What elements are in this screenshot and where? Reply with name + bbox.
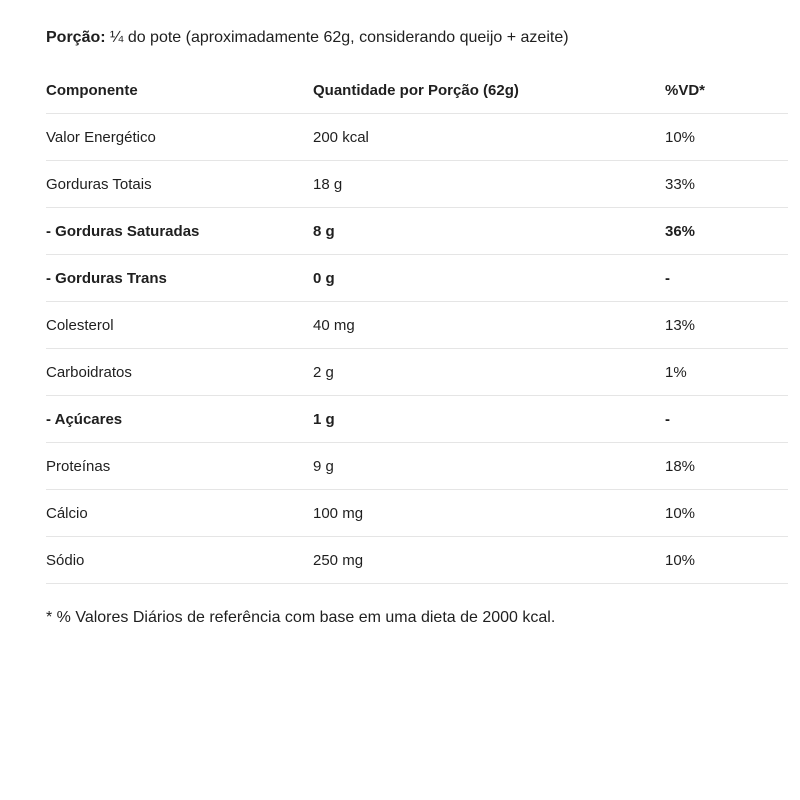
table-row (46, 114, 788, 161)
cell-component: Colesterol (46, 302, 313, 349)
cell-component: Gorduras Totais (46, 161, 313, 208)
cell-amount: 8 g (313, 208, 665, 255)
cell-component: - Açúcares (46, 396, 313, 443)
cell-dv: 33% (665, 161, 788, 208)
cell-amount: 2 g (313, 349, 665, 396)
cell-component: Sódio (46, 537, 313, 584)
cell-dv: 18% (665, 443, 788, 490)
cell-component: - Gorduras Trans (46, 255, 313, 302)
cell-dv: 1% (665, 349, 788, 396)
cell-amount: 250 mg (313, 537, 665, 584)
header-amount: Quantidade por Porção (62g) (313, 67, 665, 114)
cell-dv: 10% (665, 490, 788, 537)
cell-amount: 100 mg (313, 490, 665, 537)
cell-dv: - (665, 255, 788, 302)
nutrition-table (46, 67, 788, 584)
cell-amount: 200 kcal (313, 114, 665, 161)
table-row (46, 396, 788, 443)
portion-line (46, 27, 569, 49)
table-row (46, 208, 788, 255)
cell-amount: 1 g (313, 396, 665, 443)
cell-dv: 10% (665, 114, 788, 161)
table-row (46, 255, 788, 302)
table-row (46, 490, 788, 537)
cell-dv: 36% (665, 208, 788, 255)
cell-component: Valor Energético (46, 114, 313, 161)
cell-component: Proteínas (46, 443, 313, 490)
footnote: * % Valores Diários de referência com base em uma dieta de 2000 kcal. (46, 609, 556, 626)
portion-text: ¼ do pote (aproximadamente 62g, considerando queijo + azeite) (105, 29, 569, 46)
table-row (46, 302, 788, 349)
cell-amount: 40 mg (313, 302, 665, 349)
portion-label: Porção: (46, 29, 106, 46)
cell-component: Carboidratos (46, 349, 313, 396)
table-header-row (46, 67, 788, 114)
table-row (46, 161, 788, 208)
table-row (46, 349, 788, 396)
cell-component: - Gorduras Saturadas (46, 208, 313, 255)
table-body (46, 114, 788, 584)
header-dv: %VD* (665, 67, 788, 114)
cell-amount: 9 g (313, 443, 665, 490)
header-component: Componente (46, 67, 313, 114)
table-row (46, 443, 788, 490)
cell-component: Cálcio (46, 490, 313, 537)
cell-dv: - (665, 396, 788, 443)
cell-dv: 13% (665, 302, 788, 349)
cell-amount: 0 g (313, 255, 665, 302)
cell-amount: 18 g (313, 161, 665, 208)
table-row (46, 537, 788, 584)
cell-dv: 10% (665, 537, 788, 584)
